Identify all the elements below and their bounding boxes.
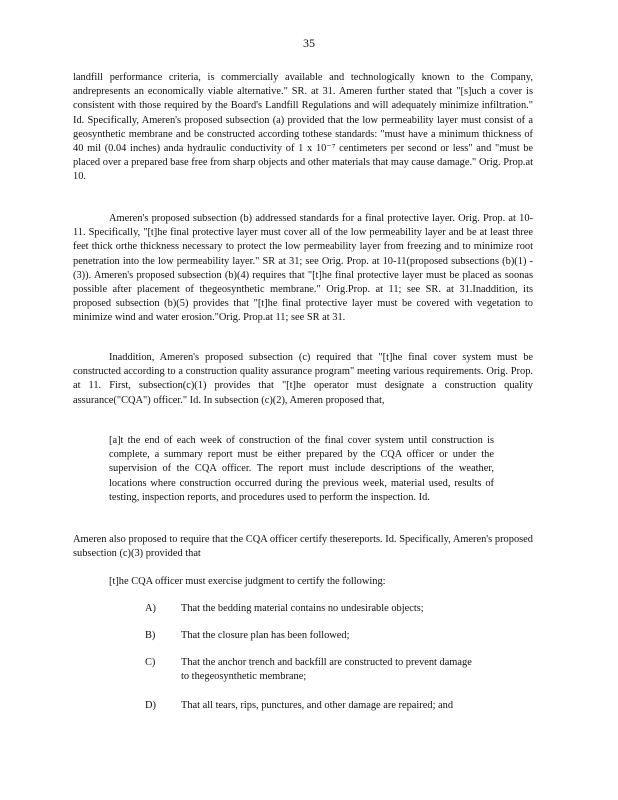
list-item-label: B) <box>145 630 156 641</box>
paragraph-landfill-cover: landfill performance criteria, is commercially available and technologically known to the Company, andrepresents an economically viable alternative." SR. at 31. Ameren further stated that "[s]uch a cover is consistent with those required by the Board's Landfill Regulations and will adequately minimize infiltration." Id. Specifically, Ameren's proposed subsection (a) provided that the low permeability layer must consist of a geosynthetic membrane and be constructed according tothese standards: "must have a minimum thickness of 40 mil (0.04 inches) anda hydraulic conductivity of 1 x 10⁻⁷ centimeters per second or less" and "must be placed over a prepared base free from sharp objects and other materials that may cause damage." Orig. Prop.at 10. <box>73 72 533 183</box>
list-item-text: That the closure plan has been followed; <box>181 630 350 641</box>
list-item-label: D) <box>145 700 156 711</box>
list-item-text: That the anchor trench and backfill are constructed to prevent damage to thegeosynthetic membrane; <box>181 657 472 683</box>
list-item <box>145 699 525 713</box>
block-quote-summary-report: [a]t the end of each week of construction of the final cover system until construction is complete, a summary report must be either prepared by the CQA officer or under the supervision of the CQA officer. The report must include descriptions of the weather, locations where construction occurred during the previous week, material used, results of testing, inspection reports, and procedures used to perform the inspection. Id. <box>109 435 494 503</box>
list-item <box>145 602 525 616</box>
paragraph-cqa-certify: Ameren also proposed to require that the CQA officer certify thesereports. Id. Specifically, Ameren's proposed subsection (c)(3) provided that <box>73 534 533 560</box>
paragraph-cqa-program: Inaddition, Ameren's proposed subsection (c) required that "[t]he final cover system must be constructed according to a construction quality assurance program" meeting various requirements. Orig. Prop. at 11. First, subsection(c)(1) provides that "[t]he operator must designate a construction quality assurance("CQA") officer." Id. In subsection (c)(2), Ameren proposed that, <box>73 352 533 406</box>
list-item-text: That all tears, rips, punctures, and other damage are repaired; and <box>181 700 454 711</box>
list-item-label: C) <box>145 657 156 668</box>
paragraph-protective-layer: Ameren's proposed subsection (b) addressed standards for a final protective layer. Orig. Prop. at 10-11. Specifically, "[t]he final protective layer must cover all of the low permeability layer and be at least three feet thick orthe thickness necessary to protect the low permeability layer from freezing and to minimize root penetration into the low permeability layer." SR at 31; see Orig. Prop. at 10-11(proposed subsections (b)(1) - (3)). Ameren's proposed subsection (b)(4) requires that "[t]he final protective layer must be placed as soonas possible after placement of thegeosynthetic membrane." Orig.Prop. at 11; see SR. at 31.Inaddition, its proposed subsection (b)(5) provides that "[t]he final protective layer must be covered with vegetation to minimize wind and water erosion."Orig. Prop.at 11; see SR at 31. <box>73 213 533 324</box>
list-item <box>145 656 525 684</box>
list-item-text: That the bedding material contains no undesirable objects; <box>181 603 424 614</box>
list-item-label: A) <box>145 603 156 614</box>
page-number: 35 <box>303 36 315 50</box>
block-quote-lead: [t]he CQA officer must exercise judgment to certify the following: <box>109 576 386 587</box>
list-item <box>145 629 525 643</box>
